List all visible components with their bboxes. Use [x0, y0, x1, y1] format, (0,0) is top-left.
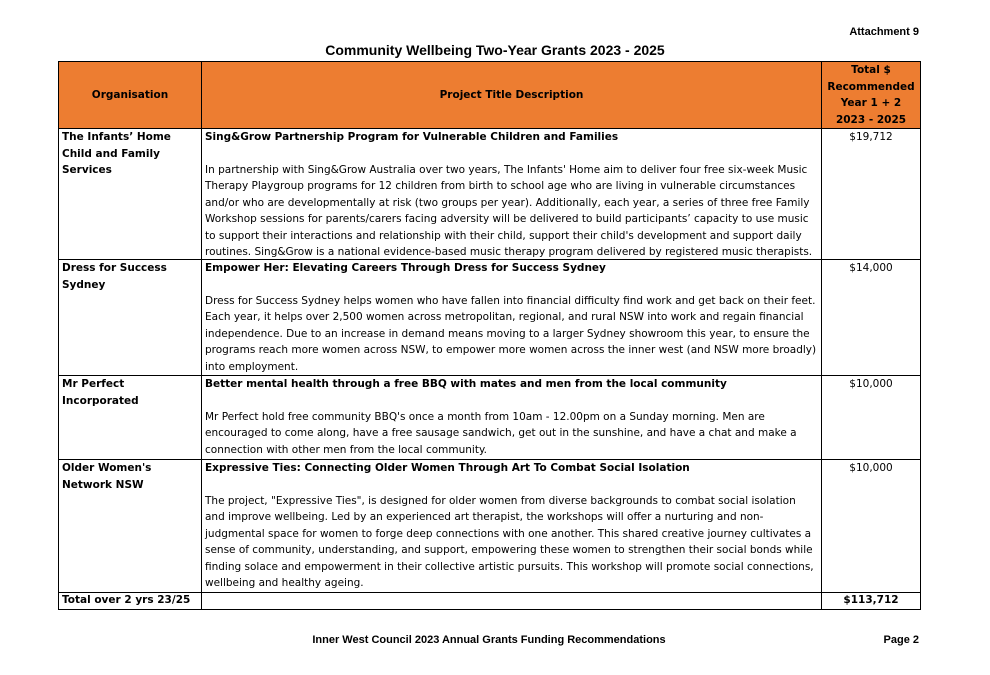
header-project: Project Title Description — [202, 62, 822, 129]
amount-cell: $10,000 — [822, 460, 921, 593]
header-total-line: Year 1 + 2 — [840, 97, 902, 109]
page-number: Page 2 — [883, 634, 919, 646]
page-title: Community Wellbeing Two-Year Grants 2023 - 2025 — [325, 42, 665, 58]
table-row — [59, 460, 921, 593]
project-title: Sing&Grow Partnership Program for Vulnerable Children and Families — [205, 131, 619, 143]
project-title: Empower Her: Elevating Careers Through Dress for Success Sydney — [205, 262, 606, 274]
grants-table — [58, 61, 921, 610]
project-cell — [202, 260, 822, 376]
project-title: Expressive Ties: Connecting Older Women Through Art To Combat Social Isolation — [205, 462, 690, 474]
project-cell — [202, 376, 822, 460]
table-row — [59, 129, 921, 260]
header-total — [822, 62, 921, 129]
attachment-label: Attachment 9 — [849, 26, 919, 38]
amount-cell: $10,000 — [822, 376, 921, 460]
project-cell — [202, 460, 822, 593]
total-row — [59, 593, 921, 610]
organisation-cell: The Infants’ Home Child and Family Services — [59, 129, 202, 260]
amount-cell: $19,712 — [822, 129, 921, 260]
project-description: The project, "Expressive Ties", is designed for older women from diverse backgrounds to combat social isolation and improve wellbeing. Led by an experienced art therapist, the workshops will offer a nurturing and non-judgmental space for women to forge deep connections with one another. This shared creative journey cultivates a sense of community, understanding, and support, empowering these women to strengthen their social bonds while finding solace and empowerment in their collective artistic pursuits. This workshop will promote social connections, wellbeing and healthy ageing. — [205, 494, 814, 589]
project-title: Better mental health through a free BBQ with mates and men from the local community — [205, 378, 727, 390]
footer-title: Inner West Council 2023 Annual Grants Funding Recommendations — [312, 634, 666, 646]
total-amount: $113,712 — [822, 593, 921, 610]
table-row — [59, 260, 921, 376]
header-organisation: Organisation — [59, 62, 202, 129]
organisation-cell: Older Women's Network NSW — [59, 460, 202, 593]
table-row — [59, 376, 921, 460]
header-total-line: 2023 - 2025 — [835, 113, 907, 126]
project-description: Mr Perfect hold free community BBQ's once a month from 10am - 12.00pm on a Sunday morning. Men are encouraged to come along, have a free sausage sandwich, get out in the sunshine, and have a chat and make a connection with other men from the local community. — [205, 410, 797, 456]
table-header-row — [59, 62, 921, 129]
total-label: Total over 2 yrs 23/25 — [59, 593, 202, 610]
project-cell — [202, 129, 822, 260]
organisation-cell: Mr Perfect Incorporated — [59, 376, 202, 460]
organisation-cell: Dress for Success Sydney — [59, 260, 202, 376]
project-description: Dress for Success Sydney helps women who have fallen into financial difficulty find work and get back on their feet. Each year, it helps over 2,500 women across metropolitan, regional, and rural NSW into work and regain financial independence. Due to an increase in demand means moving to a larger Sydney showroom this year, to ensure the programs reach more women across NSW, to empower more women across the inner west (and NSW more broadly) into employment. — [205, 294, 817, 373]
header-total-line: Total $ — [851, 64, 891, 76]
amount-cell: $14,000 — [822, 260, 921, 376]
total-spacer — [202, 593, 822, 610]
header-total-line: Recommended — [827, 80, 915, 93]
project-description: In partnership with Sing&Grow Australia over two years, The Infants' Home aim to deliver four free six-week Music Therapy Playgroup programs for 12 children from birth to school age who are living in vulnerable circumstances and/or who are developmentally at risk (two groups per year). Additionally, each year, a series of three free Family Workshop sessions for parents/carers facing adversity will be delivered to build participants’ capacity to use music to support their interactions and relationship with their child, support their child's development and support daily routines. Sing&Grow is a national evidence-based music therapy program delivered by registered music therapists. — [205, 163, 813, 258]
